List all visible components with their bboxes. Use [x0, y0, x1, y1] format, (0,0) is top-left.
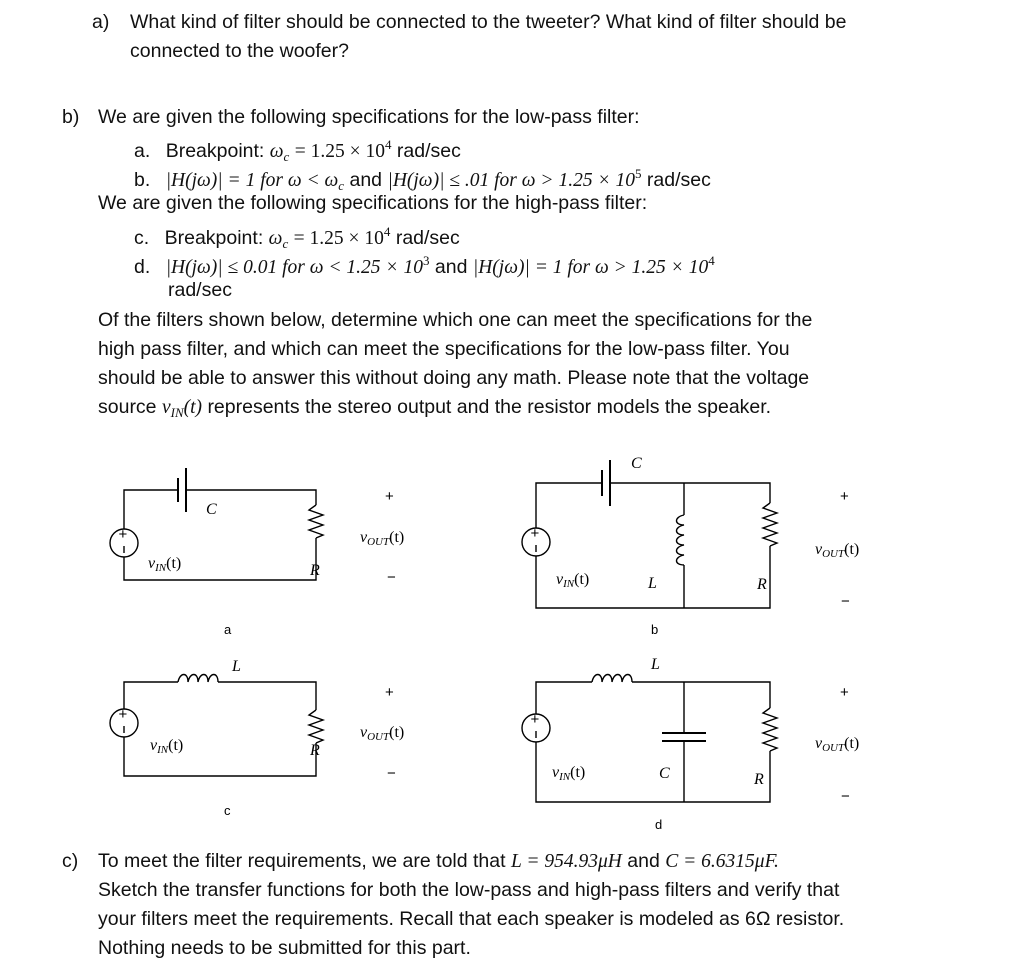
circuit-d-inductor — [592, 675, 632, 683]
circuit-a-caption: a — [224, 622, 232, 637]
spec-a-unit: rad/sec — [396, 140, 461, 162]
circuit-c-inductor — [178, 675, 218, 683]
part-b-intro-low: We are given the following specifications for the low-pass filter: — [98, 106, 640, 128]
spec-a-omega: ω — [269, 141, 284, 162]
part-c-marker: c) — [62, 850, 79, 872]
circuit-a-vin-label: vIN(t) — [148, 555, 182, 574]
part-b-intro-high: We are given the following specifications for the high-pass filter: — [98, 192, 648, 214]
circuit-d-wire-top-right — [632, 682, 770, 708]
circuit-b-inductor — [677, 515, 685, 565]
para4-vin-arg: (t) — [183, 397, 203, 418]
circuit-a-vout-label: vOUT(t) — [360, 529, 405, 548]
spec-b-exp: 5 — [634, 166, 642, 181]
circuit-c-source-plus: + — [118, 706, 128, 723]
circuit-a — [110, 468, 404, 637]
part-b-marker: b) — [62, 106, 80, 128]
spec-b-line: b. |H(jω)| = 1 for $\omega < \omega_c$ and |H(jω)| ≤ .01 for $\omega > 1.25 \times 10^5$ rad/sec — [134, 166, 711, 193]
circuit-b-ind-label: L — [648, 575, 657, 592]
circuit-c-wire-top-right — [218, 682, 316, 710]
circuit-a-wire-top-left — [124, 490, 178, 529]
circuit-c-caption: c — [224, 803, 231, 818]
circuit-c-resistor — [309, 710, 323, 743]
circuit-c-vout-minus: − — [387, 765, 396, 782]
part-a-marker: a) — [92, 11, 110, 33]
spec-b-and: and — [349, 169, 383, 191]
circuit-d-vout-label: vOUT(t) — [815, 735, 860, 754]
spec-a-marker: a. — [134, 140, 151, 162]
circuit-a-cap-label: C — [206, 501, 217, 518]
part-c-line1 — [98, 849, 779, 874]
spec-d-exp1: 3 — [422, 253, 430, 268]
part-c-L-value: L = 954.93μH — [510, 851, 622, 872]
circuit-d-wire-top-left — [536, 682, 592, 714]
spec-d-exp2: 4 — [708, 253, 715, 268]
spec-a-line: a. Breakpoint: $\omega_c = 1.25 \times 10^4$ rad/sec — [134, 137, 461, 164]
spec-d-math1: |H(jω)| ≤ 0.01 for ω < 1.25 × 10 — [165, 257, 423, 278]
circuit-b-res-label: R — [757, 576, 767, 593]
part-c-line4: Nothing needs to be submitted for this part. — [98, 937, 471, 959]
part-c-line3: your filters meet the requirements. Recall that each speaker is modeled as 6Ω resistor. — [98, 908, 845, 930]
spec-d-and: and — [434, 256, 468, 278]
spec-a-value: = 1.25 × 10 — [294, 141, 385, 162]
para4-vin-sub: IN — [170, 405, 184, 420]
circuit-b-wire-top-right — [610, 483, 770, 503]
spec-c-text: Breakpoint: — [164, 227, 264, 249]
spec-d-unit: rad/sec — [168, 279, 232, 301]
circuit-c-vout-plus: + — [385, 684, 394, 701]
para4-post: represents the stereo output and the resistor models the speaker. — [207, 396, 772, 418]
circuit-c-res-label: R — [310, 742, 320, 759]
spec-c-marker: c. — [134, 227, 150, 249]
circuit-b-cap-label: C — [631, 455, 642, 472]
circuit-c-wire-top-left — [124, 682, 178, 709]
para4-pre: source — [98, 396, 157, 418]
circuit-a-source-plus: + — [118, 526, 128, 543]
part-c-C-value: C = 6.6315μF. — [665, 851, 779, 872]
spec-b-marker: b. — [134, 169, 151, 191]
circuit-a-vout-plus: + — [385, 488, 394, 505]
part-a-line1: What kind of filter should be connected to the tweeter? What kind of filter should be — [130, 11, 847, 33]
spec-d-marker: d. — [134, 256, 151, 278]
spec-c-value: = 1.25 × 10 — [293, 228, 384, 249]
circuit-c-vout-label: vOUT(t) — [360, 724, 405, 743]
spec-a-exp: 4 — [385, 137, 392, 152]
circuit-d-source-plus: + — [530, 711, 540, 728]
circuit-b-resistor — [763, 503, 777, 546]
spec-c-unit: rad/sec — [395, 227, 460, 249]
circuit-a-resistor — [309, 505, 323, 538]
circuit-d-ind-label: L — [651, 656, 660, 673]
circuit-d-vout-plus: + — [840, 684, 849, 701]
circuit-c-vin-label: vIN(t) — [150, 737, 184, 756]
circuit-a-vout-minus: − — [387, 569, 396, 586]
part-c-line2: Sketch the transfer functions for both the low-pass and high-pass filters and verify that — [98, 879, 840, 901]
circuit-b-vout-minus: − — [841, 593, 850, 610]
spec-a-text: Breakpoint: — [165, 140, 265, 162]
part-b-para3: should be able to answer this without doing any math. Please note that the voltage — [98, 367, 810, 389]
circuit-d — [522, 656, 859, 832]
part-c-and: and — [627, 850, 660, 872]
spec-c-exp: 4 — [383, 224, 391, 239]
circuit-b-wire-top-left — [536, 483, 602, 528]
circuit-d-cap-label: C — [659, 765, 670, 782]
spec-b-math1: |H(jω)| = 1 for ω < ω — [165, 170, 339, 191]
part-b-para1: Of the filters shown below, determine which one can meet the specifications for the — [98, 309, 813, 331]
spec-b-math2: |H(jω)| ≤ .01 for ω > 1.25 × 10 — [387, 170, 635, 191]
spec-d-math2: |H(jω)| = 1 for ω > 1.25 × 10 — [472, 257, 709, 278]
circuit-b — [522, 455, 859, 637]
circuit-c — [110, 658, 404, 818]
circuit-d-res-label: R — [754, 771, 764, 788]
spec-c-line: c. Breakpoint: $\omega_c = 1.25 \times 10^4$ rad/sec — [134, 224, 460, 251]
part-a-line2: connected to the woofer? — [130, 40, 349, 62]
circuit-b-caption: b — [651, 622, 659, 637]
part-c-line1-pre: To meet the filter requirements, we are told that — [98, 850, 506, 872]
circuit-b-vin-label: vIN(t) — [556, 571, 590, 590]
circuit-b-source-plus: + — [530, 525, 540, 542]
circuit-d-resistor — [763, 708, 777, 751]
circuit-c-ind-label: L — [232, 658, 241, 675]
circuit-d-caption: d — [655, 817, 663, 832]
circuit-b-vout-label: vOUT(t) — [815, 541, 860, 560]
para4-vin: v — [161, 397, 171, 418]
circuit-d-vout-minus: − — [841, 788, 850, 805]
circuit-a-res-label: R — [310, 562, 320, 579]
part-b-para2: high pass filter, and which can meet the specifications for the low-pass filter. You — [98, 338, 790, 360]
spec-b-unit: rad/sec — [646, 169, 711, 191]
circuit-b-vout-plus: + — [840, 488, 849, 505]
circuit-d-vin-label: vIN(t) — [552, 764, 586, 783]
